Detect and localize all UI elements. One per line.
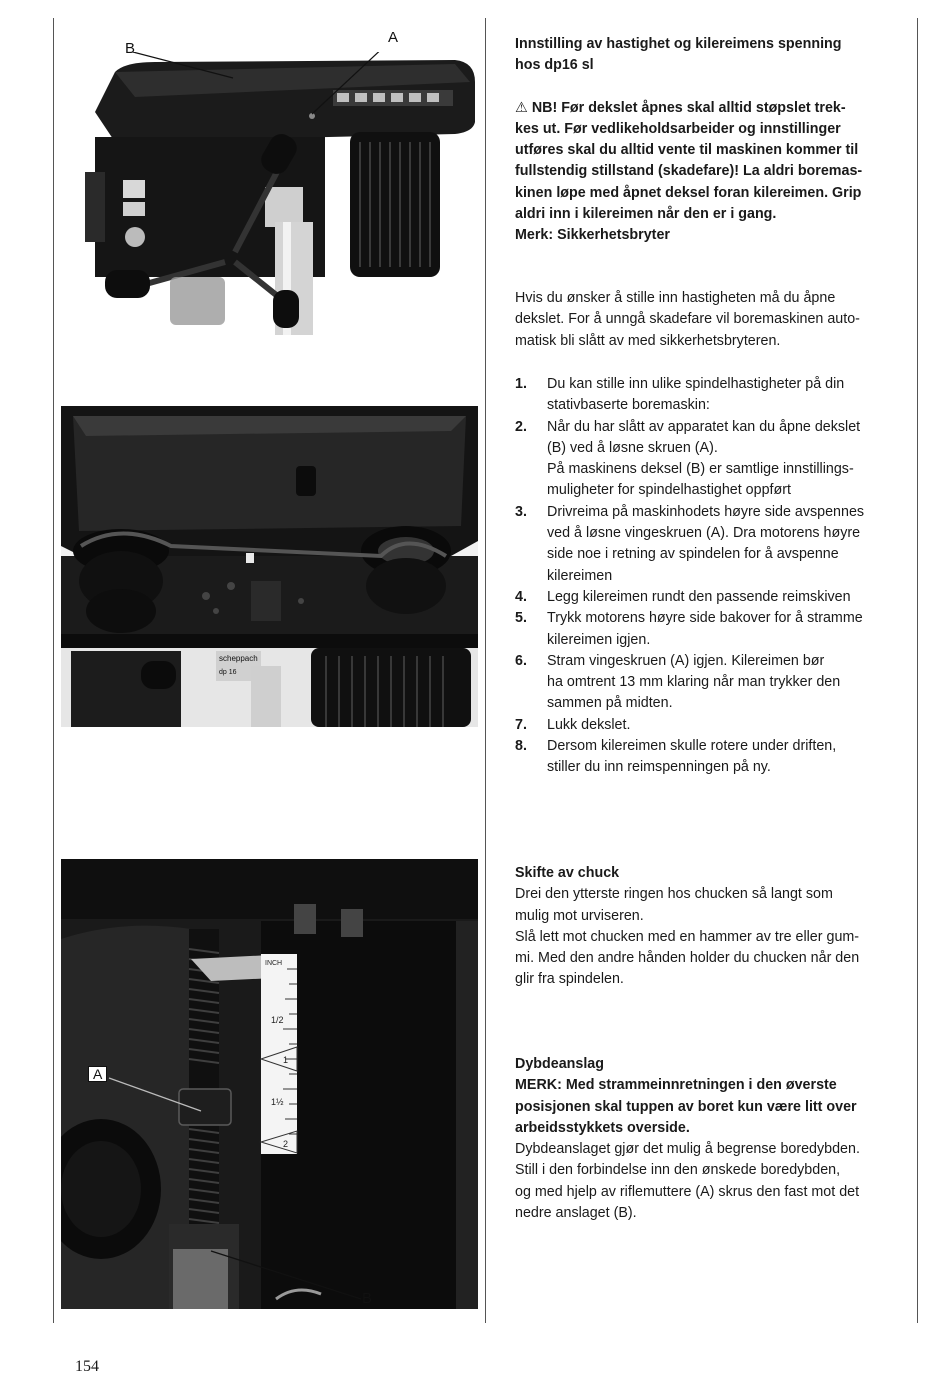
intro-line-0: Hvis du ønsker å stille inn hastigheten må du åpne [515, 290, 836, 306]
depth-note-line-0: MERK: Med strammeinnretningen i den øverste [515, 1077, 837, 1094]
callout-label-b-depth: B [362, 1290, 373, 1307]
scale-one-half-text: 1½ [271, 1097, 284, 1107]
step-number: 4. [515, 588, 527, 605]
scale-one-text: 1 [283, 1055, 289, 1065]
column-divider-rule [485, 18, 486, 1323]
section-heading-line2: hos dp16 sl [515, 57, 594, 74]
chuck-line-1: mulig mot urviseren. [515, 907, 644, 924]
safety-switch-note: Merk: Sikkerhetsbryter [515, 227, 670, 244]
list-item: 3. Drivreima på maskinhodets høyre side avspennes ved å løsne vingeskruen (A). Dra motorens høyre side noe i retning av spindelen for å avspenne kilereimen [515, 502, 895, 587]
photo-depth-stop [61, 859, 478, 1309]
callout-label-a-depth: A [88, 1066, 107, 1082]
steps-list [515, 374, 895, 779]
intro-line-2: matisk bli slått av med sikkerhetsbryteren. [515, 332, 781, 349]
page-number: 154 [75, 1358, 99, 1375]
spacer [515, 77, 895, 98]
step-number: 7. [515, 716, 527, 733]
warning-line-1: kes ut. Før vedlikeholdsarbeider og innstillinger [515, 120, 841, 137]
depth-line-1: Still i den forbindelse inn den ønskede boredybden, [515, 1162, 841, 1179]
depth-line-2: og med hjelp av riflemuttere (A) skrus den fast mot det [515, 1183, 860, 1200]
list-item: 6. Stram vingeskruen (A) igjen. Kilereimen bør ha omtrent 13 mm klaring når man trykker den sammen på midten. [515, 651, 895, 715]
scale-two-text: 2 [283, 1139, 289, 1149]
depth-note-line-2: arbeidsstykkets overside. [515, 1119, 690, 1136]
list-item: 8. Dersom kilereimen skulle rotere under driften, stiller du inn reimspenningen på ny. [515, 736, 895, 779]
warning-line-3: fullstendig stillstand (skadefare)! La aldri boremas- [515, 163, 863, 180]
warning-line-0: ⚠ NB! Før dekslet åpnes skal alltid støpslet trek- [515, 99, 846, 116]
intro-line-1: dekslet. For å unngå skadefare vil boremaskinen auto- [515, 311, 860, 328]
right-margin-rule [917, 18, 918, 1323]
chuck-line-3: mi. Med den andre hånden holder du chucken når den [515, 950, 860, 967]
section-heading-line1: Innstilling av hastighet og kilereimens spenning [515, 36, 842, 52]
depth-note-line-1: posisjonen skal tuppen av boret kun være litt over [515, 1098, 857, 1115]
photo-belt-pulleys-open [61, 406, 478, 727]
warning-icon: ⚠ [515, 99, 528, 116]
section-chuck-change [515, 863, 895, 991]
model-text: dp 16 [219, 669, 237, 676]
callout-label-b: B [125, 40, 136, 57]
section-speed-belt [515, 34, 895, 247]
section-heading: Skifte av chuck [515, 865, 620, 881]
intro-paragraph [515, 288, 895, 352]
list-item: 1. Du kan stille inn ulike spindelhastigheter på din stativbaserte boremaskin: [515, 374, 895, 417]
callout-label-a: A [388, 29, 399, 46]
step-number: 1. [515, 376, 527, 392]
section-depth-stop [515, 1054, 895, 1224]
step-number: 2. [515, 418, 527, 435]
warning-line-4: kinen løpe med åpnet deksel foran kilereimen. Grip [515, 184, 862, 201]
scale-unit-text: INCH [265, 960, 283, 967]
list-item: 4. Legg kilereimen rundt den passende reimskiven [515, 587, 895, 608]
step-number: 8. [515, 738, 527, 755]
photo-drill-head-closed [75, 52, 480, 335]
list-item: 5. Trykk motorens høyre side bakover for å stramme kilereimen igjen. [515, 608, 895, 651]
chuck-line-2: Slå lett mot chucken med en hammer av tre eller gum- [515, 928, 860, 945]
list-item: 7. Lukk dekslet. [515, 715, 895, 736]
warning-line-2: utføres skal du alltid vente til maskinen kommer til [515, 142, 859, 159]
list-item: 2. Når du har slått av apparatet kan du åpne dekslet (B) ved å løsne skruen (A). På maskinens deksel (B) er samtlige innstillings- muligheter for spindelhastighet oppført [515, 417, 895, 502]
warning-line-5: aldri inn i kilereimen når den er i gang. [515, 206, 777, 223]
scale-half-text: 1/2 [271, 1015, 284, 1025]
brand-text: scheppach [219, 654, 258, 663]
section-heading: Dybdeanslag [515, 1056, 604, 1072]
depth-line-3: nedre anslaget (B). [515, 1205, 637, 1222]
step-number: 3. [515, 503, 527, 520]
chuck-line-4: glir fra spindelen. [515, 971, 624, 988]
chuck-line-0: Drei den ytterste ringen hos chucken så langt som [515, 886, 833, 903]
step-number: 5. [515, 610, 527, 627]
depth-line-0: Dybdeanslaget gjør det mulig å begrense boredybden. [515, 1141, 860, 1158]
step-number: 6. [515, 652, 527, 669]
left-margin-rule [53, 18, 54, 1323]
